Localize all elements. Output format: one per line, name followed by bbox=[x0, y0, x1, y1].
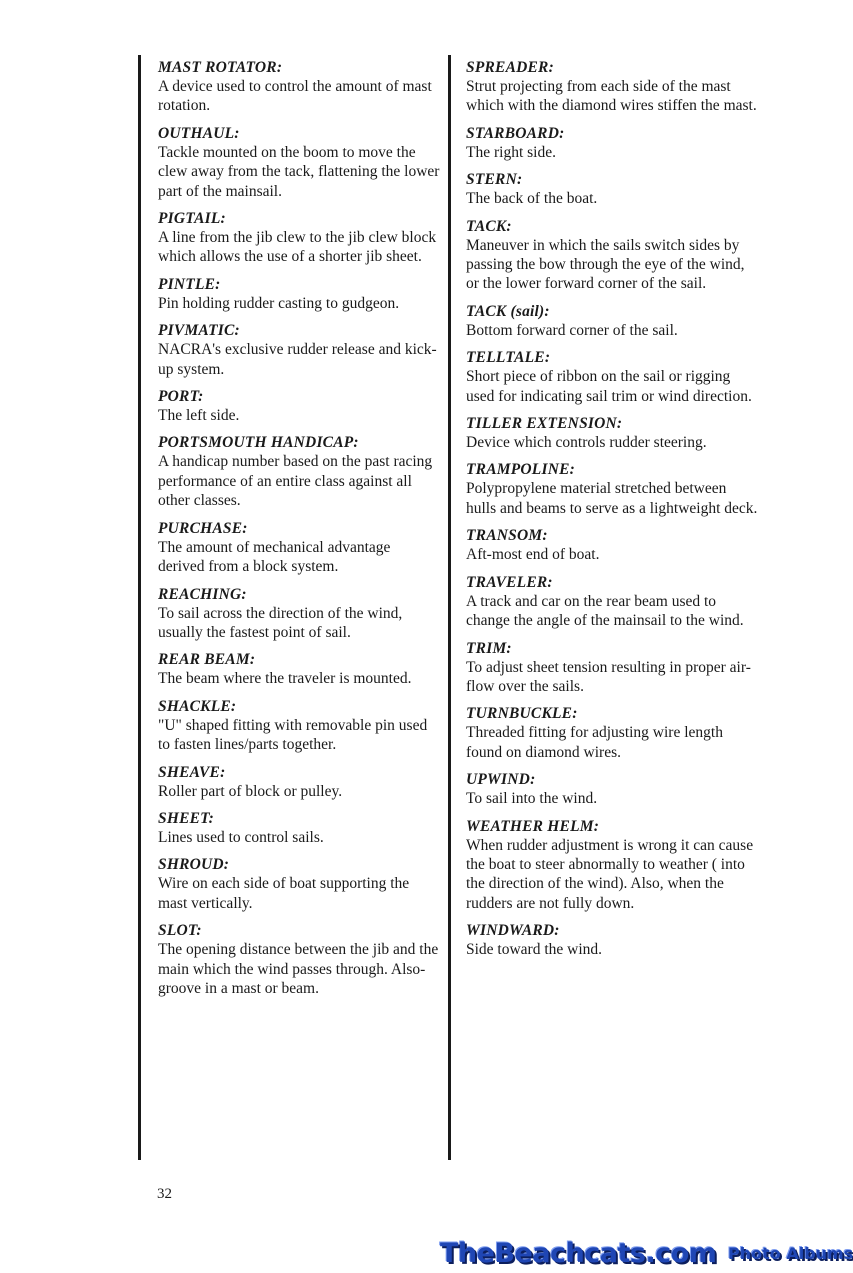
glossary-definition: Side toward the wind. bbox=[466, 941, 603, 959]
watermark-site: TheBeachcats.com bbox=[440, 1238, 717, 1269]
glossary-entry bbox=[158, 650, 440, 688]
glossary-entry bbox=[466, 217, 758, 294]
glossary-definition: A track and car on the rear beam used to change the angle of the mainsail to the wind. bbox=[466, 592, 744, 630]
glossary-definition: To sail across the direction of the wind, usually the fastest point of sail. bbox=[158, 604, 403, 641]
glossary-definition: Wire on each side of boat supporting the mast vertically. bbox=[158, 875, 410, 912]
glossary-term: OUTHAUL: bbox=[158, 124, 240, 142]
glossary-term: PIVMATIC: bbox=[158, 322, 240, 340]
glossary-definition: A device used to control the amount of mast rotation. bbox=[158, 78, 432, 115]
glossary-entry bbox=[158, 763, 440, 801]
glossary-term: PURCHASE: bbox=[158, 519, 248, 537]
glossary-entry bbox=[466, 302, 758, 340]
glossary-entry bbox=[466, 921, 758, 959]
glossary-term: SHEET: bbox=[158, 809, 215, 827]
glossary-definition: To adjust sheet tension resulting in proper air-flow over the sails. bbox=[466, 658, 751, 695]
glossary-term: REAR BEAM: bbox=[158, 651, 256, 669]
glossary-entry bbox=[158, 519, 440, 577]
glossary-term: PINTLE: bbox=[158, 275, 221, 293]
glossary-term: TURNBUCKLE: bbox=[466, 705, 578, 723]
glossary-entry bbox=[158, 387, 440, 425]
glossary-definition: Short piece of ribbon on the sail or rigging used for indicating sail trim or wind direction. bbox=[466, 368, 752, 405]
glossary-definition: The right side. bbox=[466, 143, 556, 161]
glossary-term: SHROUD: bbox=[158, 856, 230, 874]
glossary-term: TACK (sail): bbox=[466, 302, 550, 320]
glossary-definition: Roller part of block or pulley. bbox=[158, 782, 343, 800]
watermark-logo bbox=[440, 1238, 853, 1272]
glossary-term: TACK: bbox=[466, 217, 512, 235]
glossary-entry bbox=[158, 275, 440, 313]
glossary-entry bbox=[466, 414, 758, 452]
glossary-definition: Threaded fitting for adjusting wire length found on diamond wires. bbox=[466, 724, 723, 761]
glossary-term: SHACKLE: bbox=[158, 697, 237, 715]
glossary-definition: The back of the boat. bbox=[466, 190, 598, 208]
glossary-definition: Pin holding rudder casting to gudgeon. bbox=[158, 294, 400, 312]
glossary-column-right bbox=[466, 58, 758, 968]
glossary-definition: NACRA's exclusive rudder release and kick-up system. bbox=[158, 341, 437, 378]
glossary-definition: When rudder adjustment is wrong it can cause the boat to steer abnormally to weather ( into the direction of the wind). Also, when the rudders are not fully down. bbox=[466, 836, 754, 912]
glossary-definition: The beam where the traveler is mounted. bbox=[158, 670, 412, 688]
glossary-definition: Aft-most end of boat. bbox=[466, 546, 600, 564]
glossary-term: PIGTAIL: bbox=[158, 210, 226, 228]
glossary-term: PORTSMOUTH HANDICAP: bbox=[158, 434, 359, 452]
column-divider-rule bbox=[448, 55, 451, 1160]
glossary-term: STERN: bbox=[466, 171, 523, 189]
glossary-term: TELLTALE: bbox=[466, 349, 551, 367]
glossary-definition: The opening distance between the jib and the main which the wind passes through. Also- groove in a mast or beam. bbox=[158, 941, 439, 997]
glossary-entry bbox=[466, 526, 758, 564]
glossary-term: TILLER EXTENSION: bbox=[466, 415, 623, 433]
glossary-entry bbox=[466, 170, 758, 208]
glossary-entry bbox=[158, 809, 440, 847]
glossary-definition: "U" shaped fitting with removable pin used to fasten lines/parts together. bbox=[158, 716, 428, 754]
glossary-definition: Lines used to control sails. bbox=[158, 828, 324, 846]
glossary-term: MAST ROTATOR: bbox=[158, 59, 283, 76]
glossary-definition: Maneuver in which the sails switch sides by passing the bow through the eye of the wind, or the lower forward corner of the sail. bbox=[466, 236, 745, 293]
glossary-definition: Tackle mounted on the boom to move the clew away from the tack, flattening the lower part of the mainsail. bbox=[158, 143, 440, 200]
glossary-entry bbox=[158, 921, 440, 998]
glossary-definition: Polypropylene material stretched between hulls and beams to serve as a lightweight deck. bbox=[466, 480, 758, 517]
glossary-entry bbox=[466, 704, 758, 762]
glossary-entry bbox=[466, 460, 758, 518]
glossary-definition: A line from the jib clew to the jib clew block which allows the use of a shorter jib sheet. bbox=[158, 229, 437, 266]
glossary-term: SHEAVE: bbox=[158, 763, 226, 781]
glossary-entry bbox=[466, 639, 758, 697]
glossary-entry bbox=[158, 58, 440, 116]
glossary-entry bbox=[466, 573, 758, 631]
glossary-definition: The left side. bbox=[158, 407, 240, 425]
page-number: 32 bbox=[157, 1186, 172, 1202]
glossary-definition: Bottom forward corner of the sail. bbox=[466, 321, 678, 339]
glossary-entry bbox=[466, 770, 758, 808]
glossary-column-left bbox=[158, 58, 440, 1006]
glossary-entry bbox=[158, 321, 440, 379]
glossary-entry bbox=[466, 348, 758, 406]
glossary-entry bbox=[158, 124, 440, 201]
glossary-definition: Strut projecting from each side of the mast which with the diamond wires stiffen the mast. bbox=[466, 78, 757, 115]
glossary-entry bbox=[466, 58, 758, 116]
glossary-term: UPWIND: bbox=[466, 771, 536, 789]
glossary-term: WEATHER HELM: bbox=[466, 817, 600, 835]
glossary-entry bbox=[158, 209, 440, 267]
watermark-label: Photo Albums bbox=[728, 1244, 853, 1263]
glossary-definition: Device which controls rudder steering. bbox=[466, 434, 707, 452]
glossary-definition: To sail into the wind. bbox=[466, 790, 598, 808]
glossary-entry bbox=[158, 585, 440, 643]
glossary-term: TRANSOM: bbox=[466, 527, 548, 545]
glossary-term: PORT: bbox=[158, 388, 204, 406]
glossary-entry bbox=[158, 433, 440, 510]
glossary-term: TRAMPOLINE: bbox=[466, 461, 575, 479]
glossary-entry bbox=[158, 855, 440, 913]
glossary-definition: The amount of mechanical advantage derived from a block system. bbox=[158, 538, 391, 576]
glossary-term: STARBOARD: bbox=[466, 124, 565, 142]
glossary-entry bbox=[466, 124, 758, 162]
left-margin-rule bbox=[138, 55, 141, 1160]
glossary-term: WINDWARD: bbox=[466, 922, 560, 940]
glossary-term: TRAVELER: bbox=[466, 573, 553, 591]
glossary-term: SLOT: bbox=[158, 922, 202, 940]
glossary-entry bbox=[158, 697, 440, 755]
glossary-term: SPREADER: bbox=[466, 59, 554, 76]
glossary-term: REACHING: bbox=[158, 585, 247, 603]
glossary-definition: A handicap number based on the past racing performance of an entire class against all other classes. bbox=[158, 453, 433, 510]
glossary-entry bbox=[466, 817, 758, 914]
glossary-term: TRIM: bbox=[466, 639, 512, 657]
